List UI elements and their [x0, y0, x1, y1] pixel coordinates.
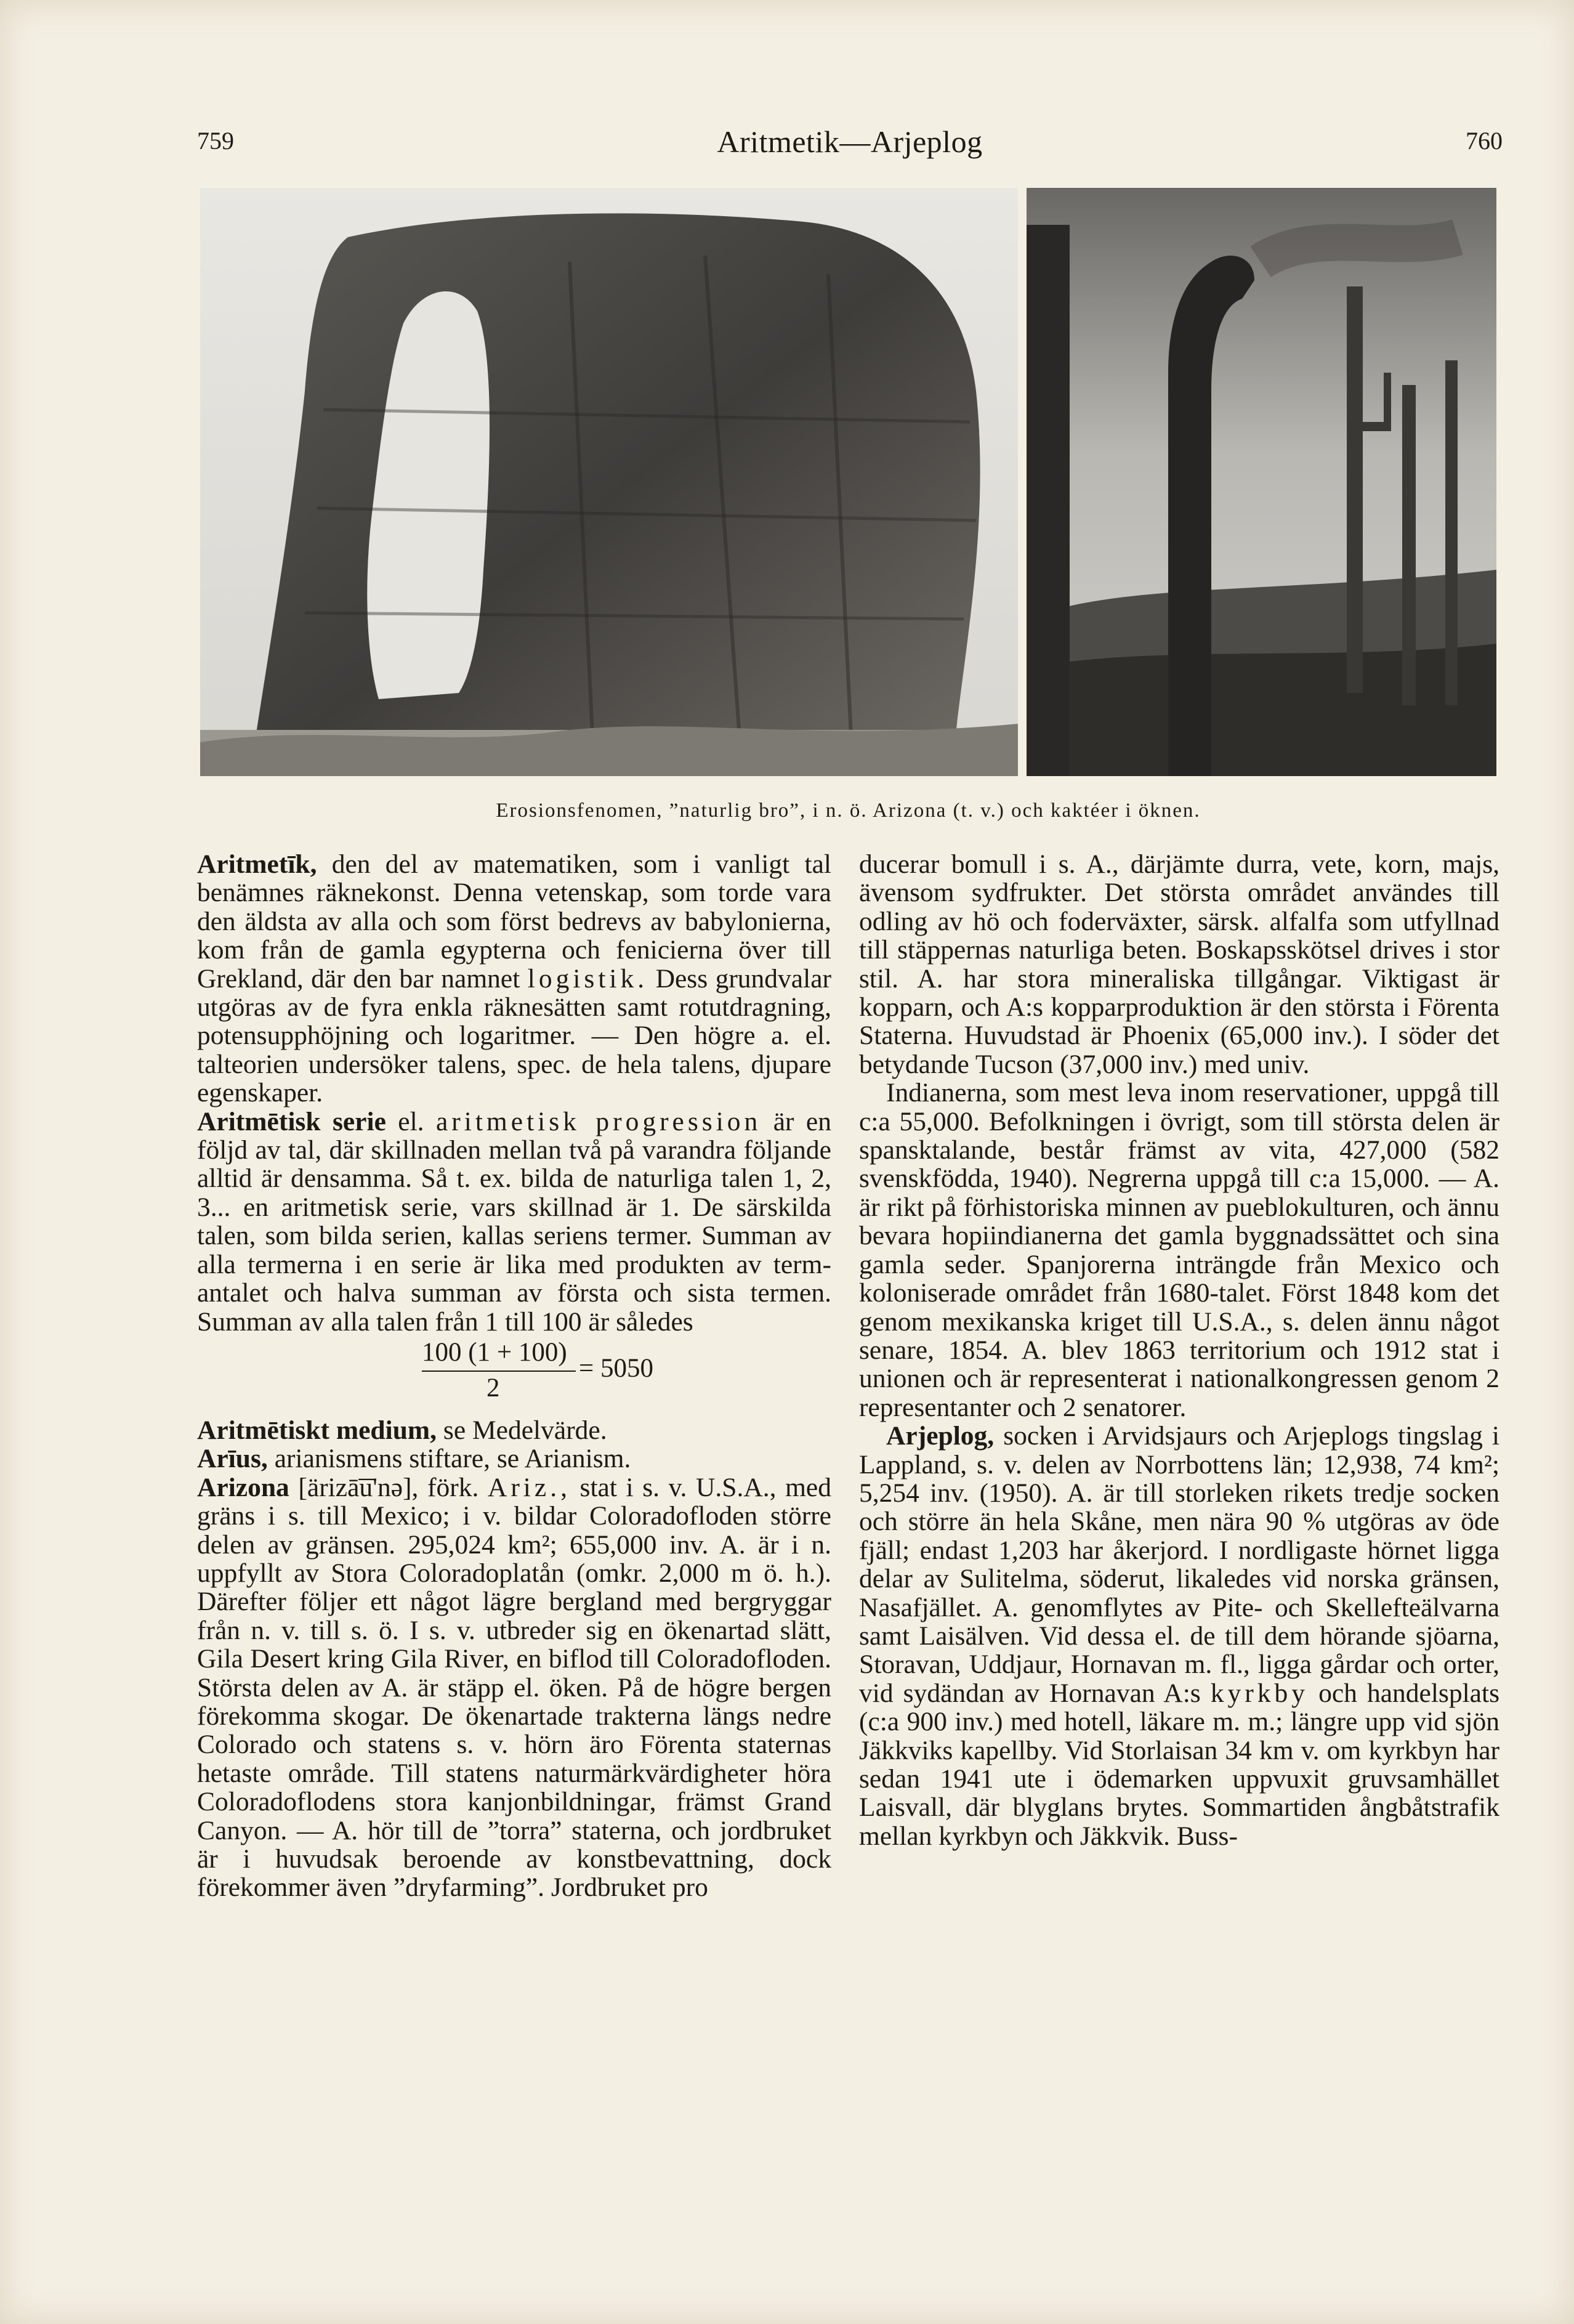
rock-arch-image — [200, 188, 1018, 776]
formula-fraction-bar — [422, 1371, 576, 1372]
serie-spaced: aritmetisk progression — [435, 1106, 762, 1136]
formula-numerator: 100 (1 + 100) — [422, 1337, 567, 1367]
arizona-spaced: Ariz., — [487, 1472, 571, 1502]
aritmetik-text2: Dess grundvalar utgöras av de fyra enkla räknesätten samt rotutdragning, potensupphöjning och logaritmer. — Den högre a. el. talteorien undersöker talens, spec. de hela talens, djupare egenskaper. — [197, 963, 831, 1108]
formula-denominator: 2 — [486, 1373, 500, 1403]
serie-text-b: är en följd av tal, där skillnaden mellan två på varandra följande alltid är densamma. Så t. ex. bilda de naturliga talen 1, 2, 3... en aritmetisk serie, vars skillnad är 1. De särskilda talen, som bilda serien, kallas seriens termer. Summan av alla termerna i en serie är lika med produkten av term-antalet och halva summan av första och sista termen. Summan av alla talen från 1 till 100 är således — [197, 1106, 831, 1337]
entry-arizona — [197, 1473, 831, 1902]
rock-arch-photo — [200, 188, 1018, 776]
entry-aritmetisk-serie — [197, 1107, 831, 1336]
sum-formula — [197, 1338, 831, 1412]
medium-text: se Medelvärde. — [437, 1415, 607, 1445]
running-title: Aritmetik—Arjeplog — [717, 124, 983, 159]
page-number-left: 759 — [197, 127, 234, 155]
page-number-right: 760 — [1466, 127, 1503, 155]
arizona-indianerna-paragraph: Indianerna, som mest leva inom reservationer, uppgå till c:a 55,000. Befolkningen i övrigt, som till största delen är spansktalande, består främst av vita, 427,000 (582 svenskfödda, 1940). Negrerna uppgå till c:a 15,000. — A. är rikt på förhistoriska minnen av pueblokulturen, och ännu bevara hopiindianerna det gamla byggnadssättet och sina gamla seder. Spanjorerna inträngde från Mexico och koloniserade området från 1680-talet. Först 1848 kom det genom mexikanska kriget till U.S.A., s. delen ännu något senare, 1854. A. blev 1863 territorium och 1912 stat i unionen och är representerat i nationalkongressen genom 2 representanter och 2 senatorer. — [859, 1078, 1499, 1422]
right-column — [859, 850, 1499, 1850]
formula-result: = 5050 — [579, 1353, 654, 1383]
aritmetik-spaced: logistik. — [527, 963, 648, 994]
arizona-text-b: stat i s. v. U.S.A., med gräns i s. till Mexico; i v. bildar Coloradofloden större delen av gränsen. 295,024 km²; 655,000 inv. A. är i n. uppfyllt av Stora Coloradoplatån (omkr. 2,000 m ö. h.). Därefter följer ett något lägre bergland med bergryggar från n. v. till s. ö. I s. v. utbreder sig en ökenartad slätt, Gila Desert kring Gila River, en biflod till Coloradofloden. Största delen av A. är stäpp el. öken. På de högre bergen förekomma skogar. De ökenartade trakterna längs nedre Colorado och statens s. v. hörn äro Förenta staternas hetaste område. Till statens naturmärkvärdigheter höra Coloradoflodens stora kanjonbildningar, främst Grand Canyon. — A. hör till de ”torra” staterna, och jordbruket är i huvudsak beroende av konstbevattning, dock förekommer även ”dryfarming”. Jordbruket pro — [197, 1472, 831, 1903]
headword-arjeplog: Arjeplog, — [886, 1421, 995, 1451]
arius-text: arianismens stiftare, se Arianism. — [267, 1444, 631, 1474]
entry-arius — [197, 1444, 831, 1473]
left-column — [197, 850, 831, 1902]
arizona-text-a: [ärizā͞u'nə], förk. — [289, 1472, 488, 1502]
entry-aritmetiskt-medium — [197, 1416, 831, 1444]
arjeplog-text-b: och handelsplats (c:a 900 inv.) med hotell, läkare m. m.; längre upp vid sjön Jäkkviks kapellby. Vid Storlaisan 34 km v. om kyrkbyn har sedan 1941 ute i ödemarken uppvuxit gruvsamhället Laisvall, där blyglans brytes. Sommartiden ångbåtstrafik mellan kyrkbyn och Jäkkvik. Buss- — [859, 1678, 1499, 1851]
aritmetik-text: den del av matematiken, som i vanligt tal benämnes räknekonst. Denna vetenskap, som torde vara den äldsta av alla och som först bedrevs av babylonierna, kom från de gamla egypterna och fenicierna över till Grekland, där den bar namnet — [197, 849, 831, 994]
headword-arizona: Arizona — [197, 1472, 289, 1502]
figure-caption: Erosionsfenomen, ”naturlig bro”, i n. ö. Arizona (t. v.) och kaktéer i öknen. — [496, 800, 1201, 822]
cactus-photo — [1027, 188, 1496, 776]
cactus-image — [1027, 188, 1496, 776]
headword-aritmetisk-serie: Aritmētisk serie — [197, 1106, 386, 1136]
arizona-continuation: ducerar bomull i s. A., därjämte durra, vete, korn, majs, ävensom sydfrukter. Det största området användes till odling av hö och foderväxter, särsk. alfalfa som utfyllnad till stäppernas naturliga beten. Boskapsskötsel drives i stor stil. A. har stora mineraliska tillgångar. Viktigast är kopparn, och A:s kopparproduktion är den största i Förenta Staterna. Huvudstad är Phoenix (65,000 inv.). I söder det betydande Tucson (37,000 inv.) med univ. — [859, 849, 1499, 1079]
headword-aritmetik: Aritmetīk, — [197, 849, 317, 879]
arjeplog-text-a: socken i Arvidsjaurs och Arjeplogs tingslag i Lappland, s. v. delen av Norrbottens län; 12,938, 74 km²; 5,254 inv. (1950). A. är till storleken rikets tredje socken och större än hela Skåne, men nära 90 % utgöras av öde fjäll; endast 1,203 har åkerjord. I nordligaste hörnet ligga delar av Sulitelma, söderut, likaledes vid norska gränsen, Nasafjället. A. genomflytes av Pite- och Skellefteälvarna samt Laisälven. Vid dessa el. de till dem hörande sjöarna, Storavan, Uddjaur, Hornavan m. fl., ligga gårdar och orter, vid sydändan av Hornavan A:s — [859, 1421, 1499, 1708]
entry-aritmetik — [197, 850, 831, 1107]
arjeplog-spaced: kyrkby — [1210, 1678, 1309, 1708]
page-header — [197, 126, 1503, 169]
headword-arius: Arīus, — [197, 1444, 268, 1474]
entry-arjeplog — [859, 1422, 1499, 1850]
headword-aritmetiskt-medium: Aritmētiskt medium, — [197, 1415, 437, 1445]
serie-text-a: el. — [385, 1106, 436, 1136]
